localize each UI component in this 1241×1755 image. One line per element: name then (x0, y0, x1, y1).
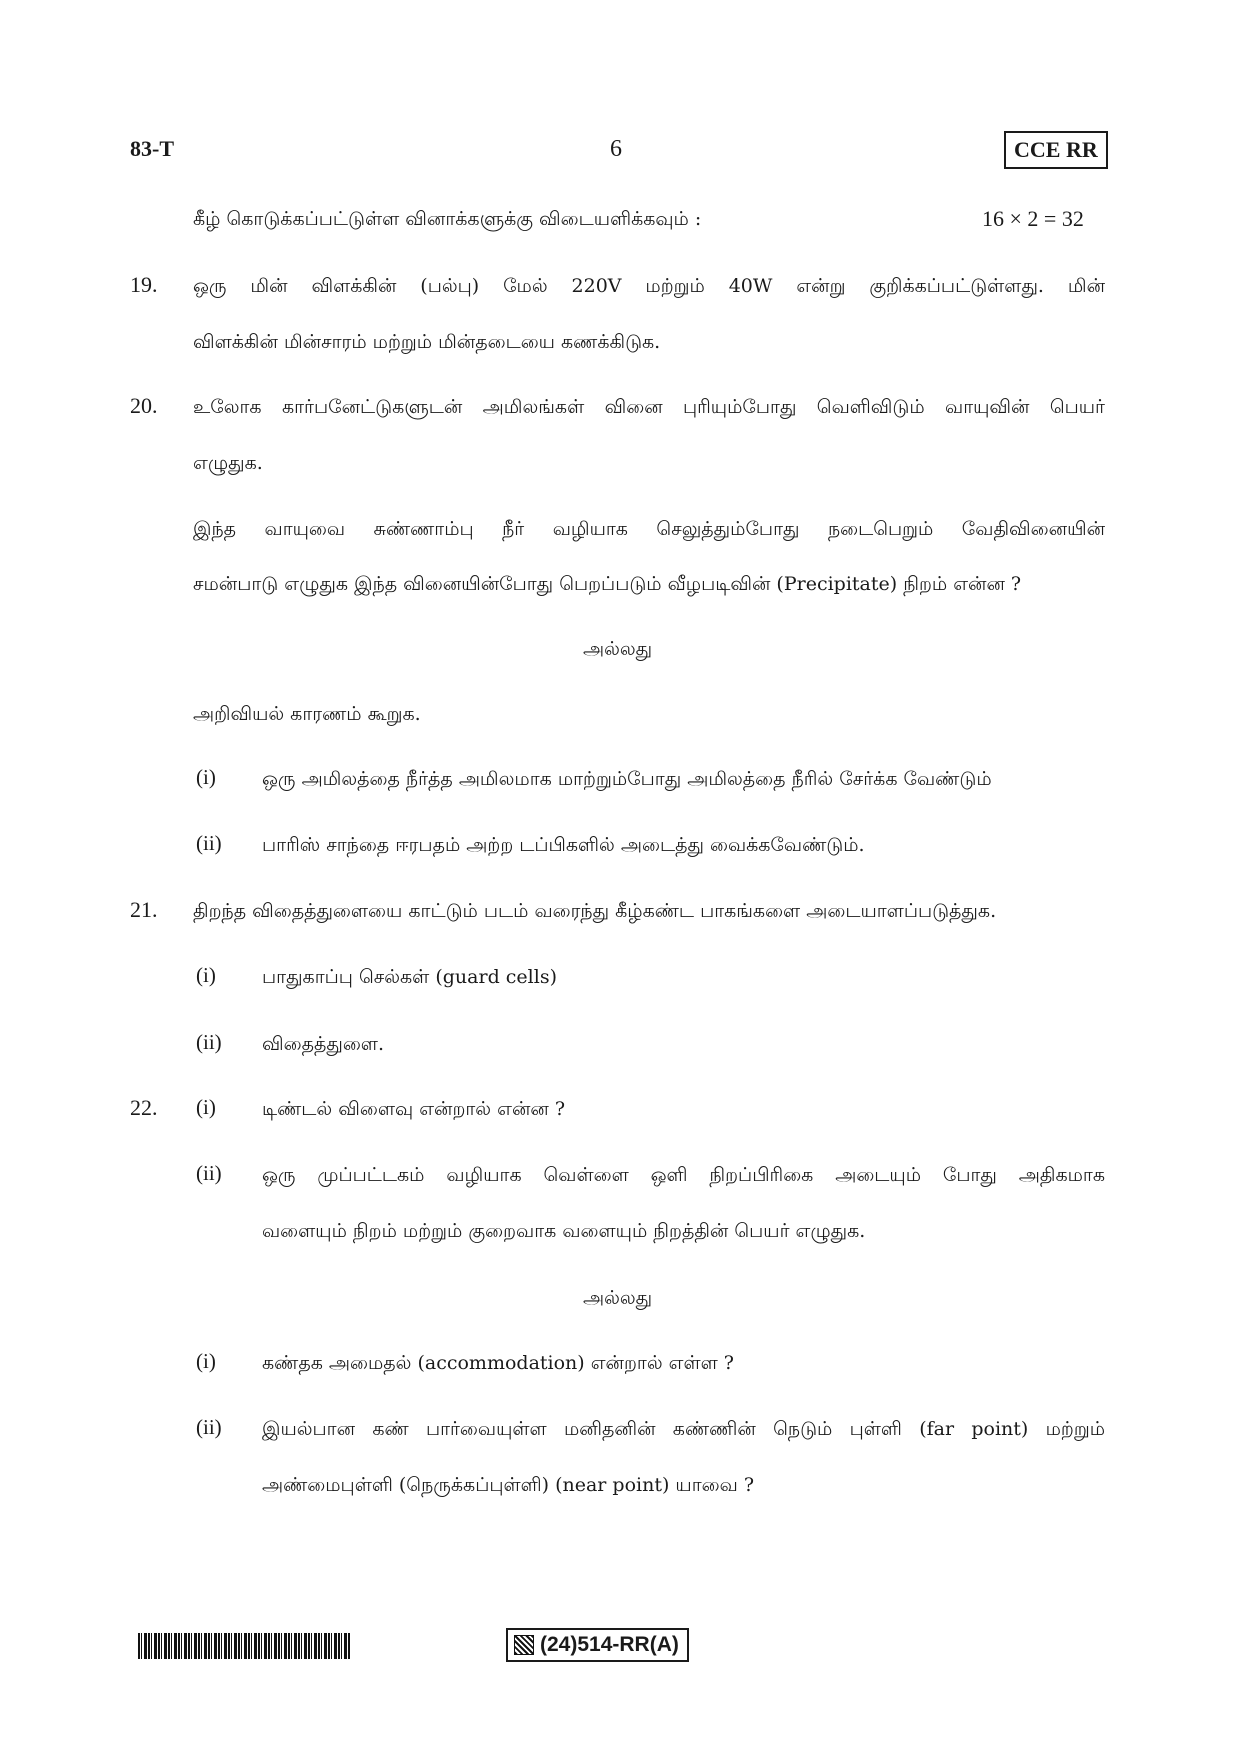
or-separator: அல்லது (583, 638, 653, 660)
question-text: எழுதுக. (193, 452, 263, 474)
question-text: ஒரு மின் விளக்கின் (பல்பு) மேல் 220V மற்றும் 40W என்று குறிக்கப்பட்டுள்ளது. மின் (193, 275, 1105, 297)
question-text: உலோக கார்பனேட்டுகளுடன் அமிலங்கள் வினை புரியும்போது வெளிவிடும் வாயுவின் பெயர் (193, 396, 1105, 418)
marks-allocation: 16 × 2 = 32 (982, 206, 1084, 231)
question-number: 21. (130, 897, 158, 922)
page-number: 6 (610, 136, 622, 162)
sub-item-text: ஒரு முப்பட்டகம் வழியாக வெள்ளை ஒளி நிறப்பிரிகை அடையும் போது அதிகமாக (262, 1164, 1105, 1186)
footer-code: (24)514-RR(A) (540, 1633, 679, 1656)
sub-item-text: விதைத்துளை. (262, 1033, 384, 1055)
question-number: 19. (130, 272, 158, 297)
sub-item-label: (ii) (196, 1030, 222, 1054)
sub-item-text: வளையும் நிறம் மற்றும் குறைவாக வளையும் நிறத்தின் பெயர் எழுதுக. (262, 1220, 866, 1242)
sub-item-text: டிண்டல் விளைவு என்றால் என்ன ? (262, 1098, 566, 1120)
sub-item-label: (i) (196, 1349, 216, 1373)
question-text: விளக்கின் மின்சாரம் மற்றும் மின்தடையை கணக்கிடுக. (193, 331, 661, 353)
sub-item-text: பாதுகாப்பு செல்கள் (guard cells) (262, 966, 557, 988)
sub-item-label: (ii) (196, 1161, 222, 1185)
sub-item-text: அண்மைபுள்ளி (நெருக்கப்புள்ளி) (near point) யாவை ? (262, 1474, 755, 1496)
question-number: 20. (130, 393, 158, 418)
or-separator: அல்லது (583, 1287, 653, 1309)
paper-code: 83-T (130, 136, 174, 161)
sub-item-text: இயல்பான கண் பார்வையுள்ள மனிதனின் கண்ணின் நெடும் புள்ளி (far point) மற்றும் (262, 1418, 1105, 1440)
qr-code-icon (514, 1635, 534, 1655)
question-number: 22. (130, 1095, 158, 1120)
question-text: அறிவியல் காரணம் கூறுக. (193, 703, 421, 725)
sub-item-text: ஒரு அமிலத்தை நீர்த்த அமிலமாக மாற்றும்போது அமிலத்தை நீரில் சேர்க்க வேண்டும் (262, 768, 992, 790)
footer-code-box (506, 1628, 689, 1662)
barcode (138, 1633, 350, 1659)
question-text: இந்த வாயுவை சுண்ணாம்பு நீர் வழியாக செலுத்தும்போது நடைபெறும் வேதிவினையின் (193, 518, 1105, 540)
header-box-label: CCE RR (1004, 131, 1108, 169)
instruction-text: கீழ் கொடுக்கப்பட்டுள்ள வினாக்களுக்கு விடையளிக்கவும் : (193, 208, 702, 230)
sub-item-label: (i) (196, 963, 216, 987)
sub-item-label: (i) (196, 1095, 216, 1119)
sub-item-label: (ii) (196, 1415, 222, 1439)
sub-item-text: கண்தக அமைதல் (accommodation) என்றால் எள்ள ? (262, 1352, 734, 1374)
question-text: சமன்பாடு எழுதுக இந்த வினையின்போது பெறப்படும் வீழபடிவின் (Precipitate) நிறம் என்ன ? (193, 573, 1022, 595)
sub-item-label: (i) (196, 765, 216, 789)
sub-item-text: பாரிஸ் சாந்தை ஈரபதம் அற்ற டப்பிகளில் அடைத்து வைக்கவேண்டும். (262, 834, 865, 856)
sub-item-label: (ii) (196, 831, 222, 855)
question-text: திறந்த விதைத்துளையை காட்டும் படம் வரைந்து கீழ்கண்ட பாகங்களை அடையாளப்படுத்துக. (193, 900, 997, 922)
